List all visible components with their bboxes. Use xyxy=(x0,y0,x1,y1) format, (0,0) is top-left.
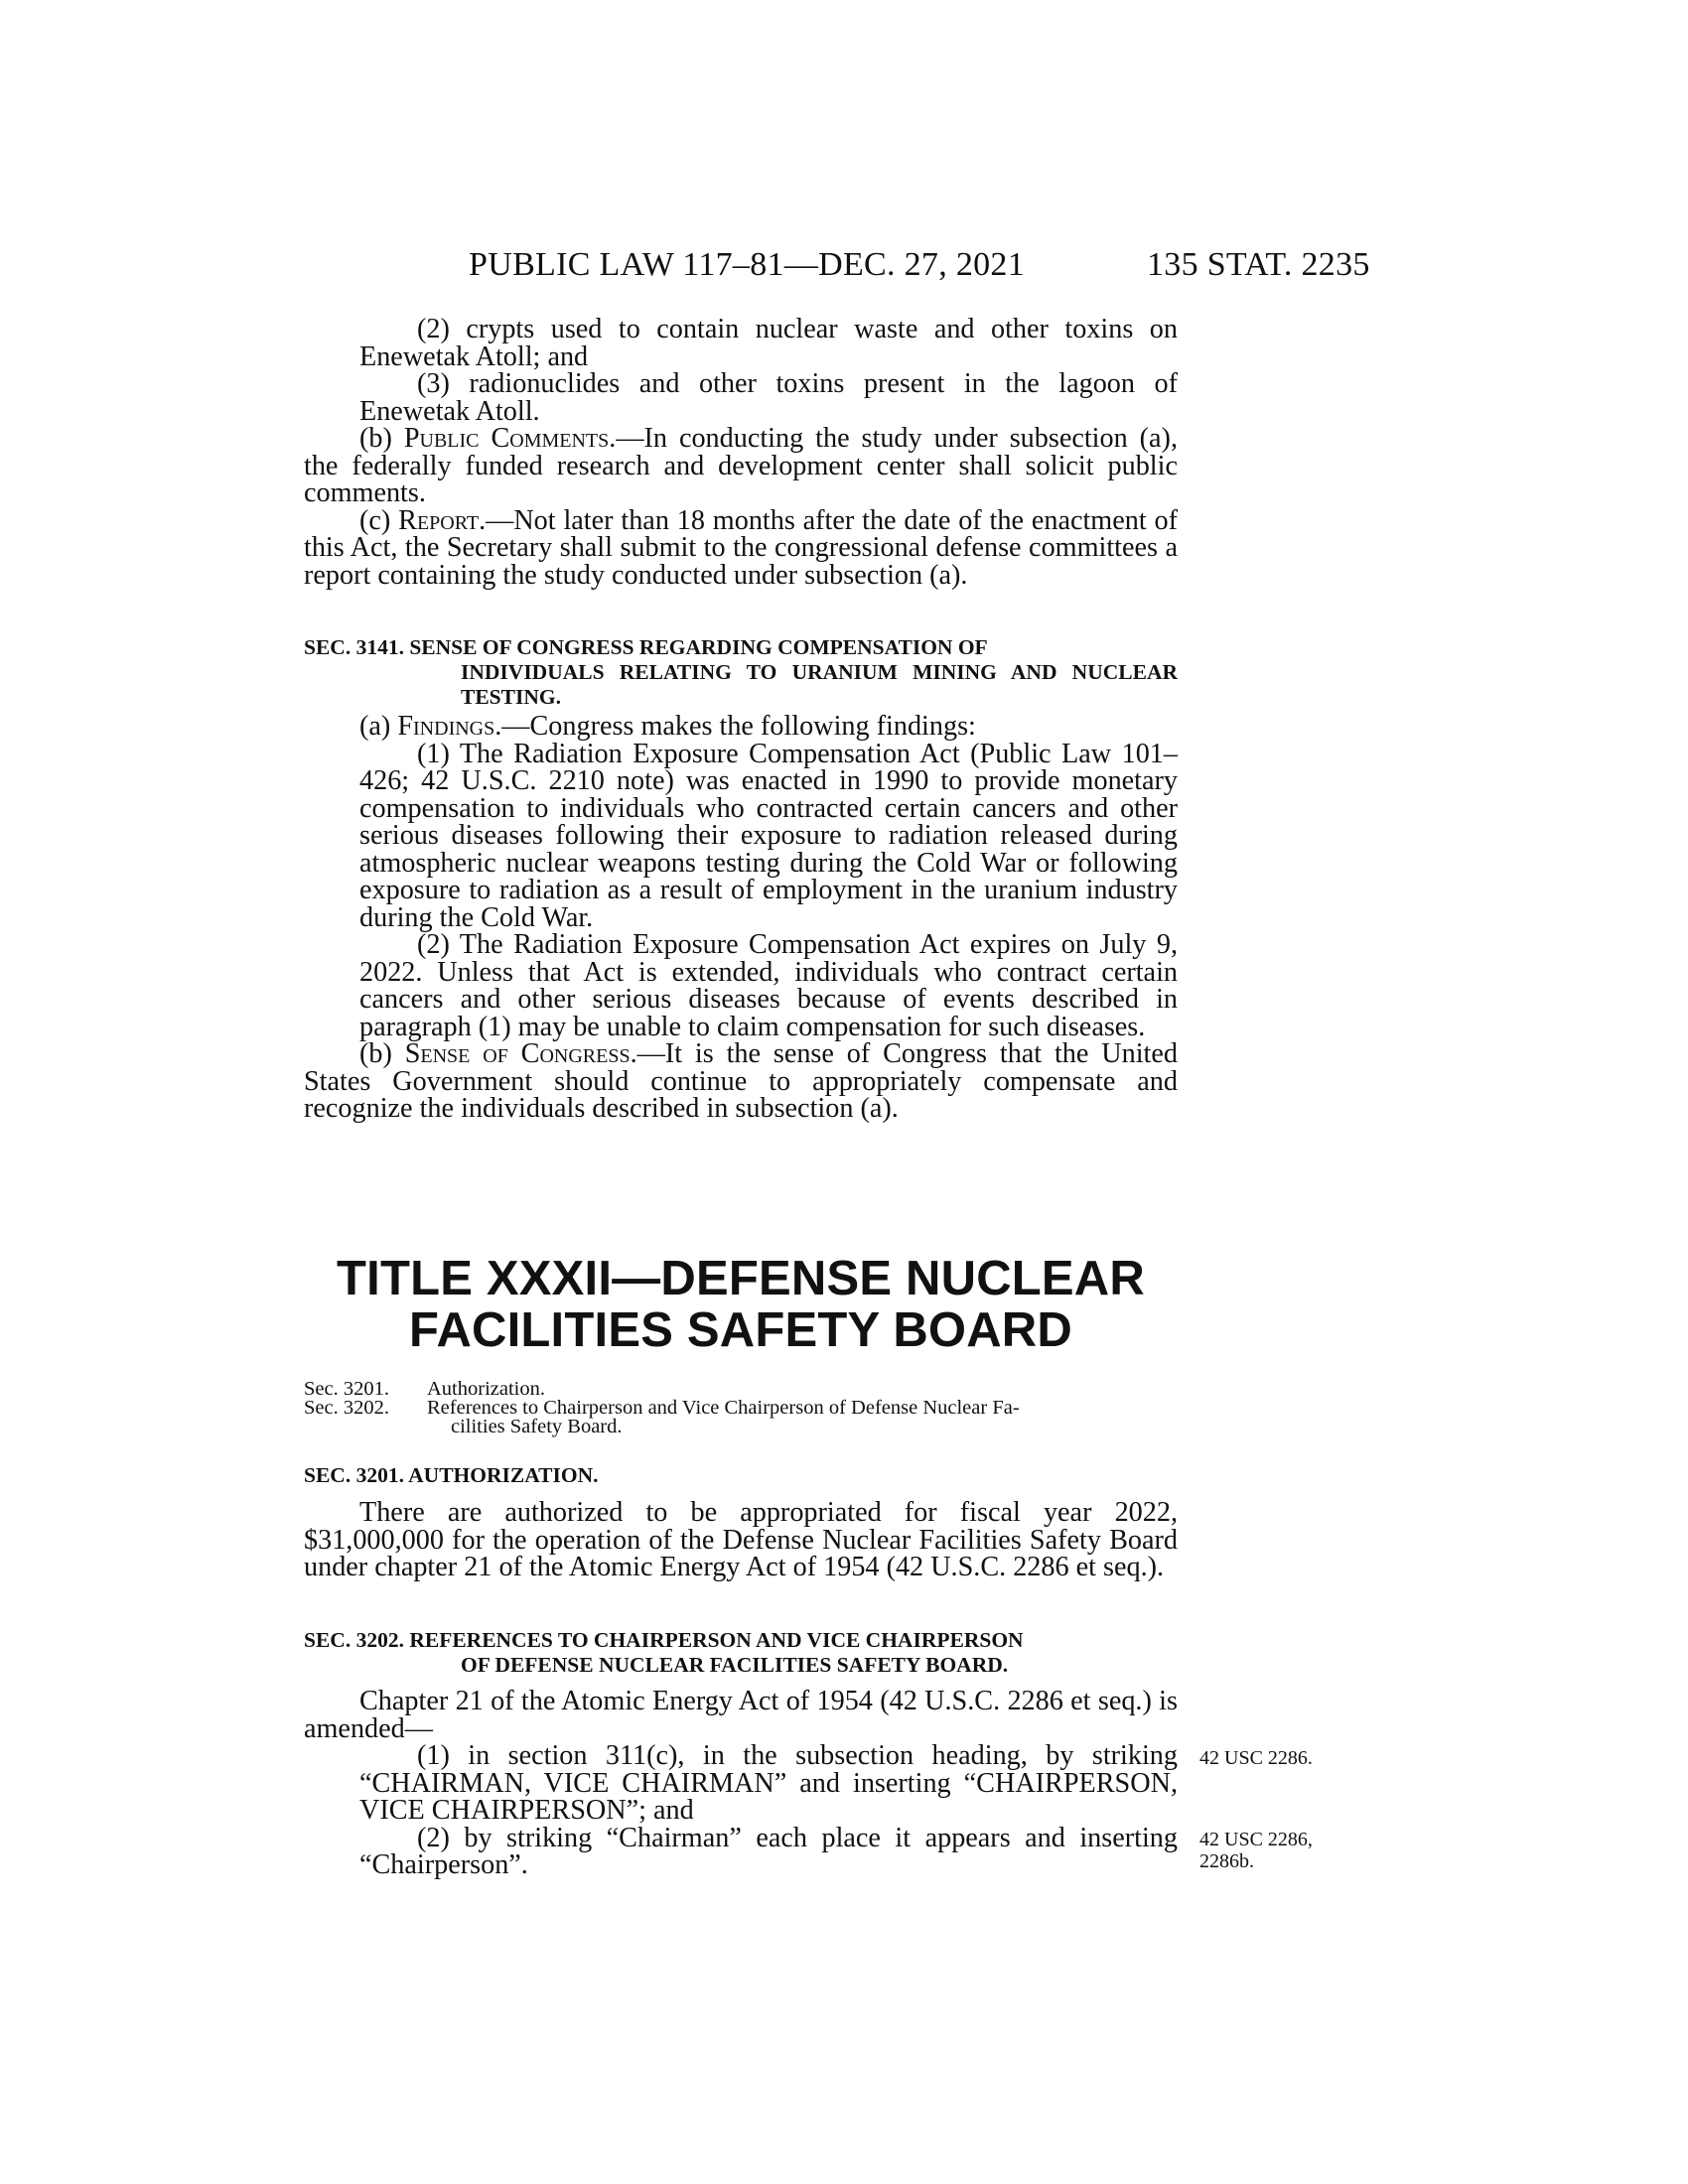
sec3141-finding-2: (2) The Radiation Exposure Compensation Act expires on July 9, 2022. Unless that Act is extended, individuals who contract certain cancers and other serious diseases because of events described in paragraph (1) may be unable to claim compensation for such diseases. xyxy=(359,929,1178,1042)
title-line-2: FACILITIES SAFETY BOARD xyxy=(409,1303,1072,1357)
page-header-stat: 135 STAT. 2235 xyxy=(1147,246,1370,283)
sec3201-text: There are authorized to be appropriated for fiscal year 2022, $31,000,000 for the operation of the Defense Nuclear Facilities Safety Board under chapter 21 of the Atomic Energy Act of 1954 (42 U.S.C. 2286 et seq.). xyxy=(304,1497,1178,1582)
sec3202-body xyxy=(304,1688,1178,1879)
sec3141-subsection-a: (a) Findings.—Congress makes the following findings: xyxy=(359,711,976,742)
sec3140-item-3: (3) radionuclides and other toxins present in the lagoon of Enewetak Atoll. xyxy=(359,368,1178,427)
sec3201-body xyxy=(304,1499,1178,1581)
sec3140-continuation xyxy=(304,316,1178,589)
title-heading xyxy=(304,1253,1178,1356)
sec3141-subsection-b: (b) Sense of Congress.—It is the sense of Congress that the United States Government should continue to appropriately compensate and recognize the individuals described in subsection (a). xyxy=(304,1038,1178,1124)
margin-note-usc-2: 42 USC 2286, 2286b. xyxy=(1199,1829,1313,1872)
title-toc xyxy=(304,1380,1178,1436)
sec3140-subsection-b: (b) Public Comments.—In conducting the study under subsection (a), the federally funded research and development center shall solicit public comments. xyxy=(304,423,1178,508)
sec3202-heading: SEC. 3202. REFERENCES TO CHAIRPERSON AND VICE CHAIRPERSON OF DEFENSE NUCLEAR FACILITIES SAFETY BOARD. xyxy=(304,1628,1024,1677)
sec3202-item-2: (2) by striking “Chairman” each place it appears and inserting “Chairperson”. xyxy=(359,1822,1178,1880)
sec3201-heading: SEC. 3201. AUTHORIZATION. xyxy=(304,1463,599,1487)
page-header-title: PUBLIC LAW 117–81—DEC. 27, 2021 xyxy=(469,246,1026,283)
sec3202-item-1: (1) in section 311(c), in the subsection heading, by striking “CHAIRMAN, VICE CHAIRMAN” and inserting “CHAIRPERSON, VICE CHAIRPERSON”; and xyxy=(359,1740,1178,1826)
margin-note-usc-1: 42 USC 2286. xyxy=(1199,1747,1313,1769)
sec3141-finding-1: (1) The Radiation Exposure Compensation Act (Public Law 101–426; 42 U.S.C. 2210 note) was enacted in 1990 to provide monetary compensation to individuals who contracted certain cancers and other serious diseases following their exposure to radiation released during atmospheric nuclear weapons testing during the Cold War or following exposure to radiation as a result of employment in the uranium industry during the Cold War. xyxy=(359,738,1178,933)
sec3140-subsection-c: (c) Report.—Not later than 18 months after the date of the enactment of this Act, the Secretary shall submit to the congressional defense committees a report containing the study conducted under subsection (a). xyxy=(304,504,1178,591)
sec3202-intro: Chapter 21 of the Atomic Energy Act of 1954 (42 U.S.C. 2286 et seq.) is amended— xyxy=(304,1686,1178,1744)
sec3140-item-2: (2) crypts used to contain nuclear waste and other toxins on Enewetak Atoll; and xyxy=(359,314,1178,372)
sec3141-heading: SEC. 3141. SENSE OF CONGRESS REGARDING COMPENSATION OF INDIVIDUALS RELATING TO URANIUM MINING AND NUCLEAR TESTING. xyxy=(304,635,1178,709)
sec3141-body xyxy=(304,713,1178,1123)
title-line-1: TITLE XXXII—DEFENSE NUCLEAR xyxy=(337,1252,1145,1305)
toc-entry: Sec. 3201. Authorization. xyxy=(304,1378,545,1400)
toc-entry: Sec. 3202. References to Chairperson and Vice Chairperson of Defense Nuclear Fa- cilities Safety Board. xyxy=(304,1397,1020,1437)
